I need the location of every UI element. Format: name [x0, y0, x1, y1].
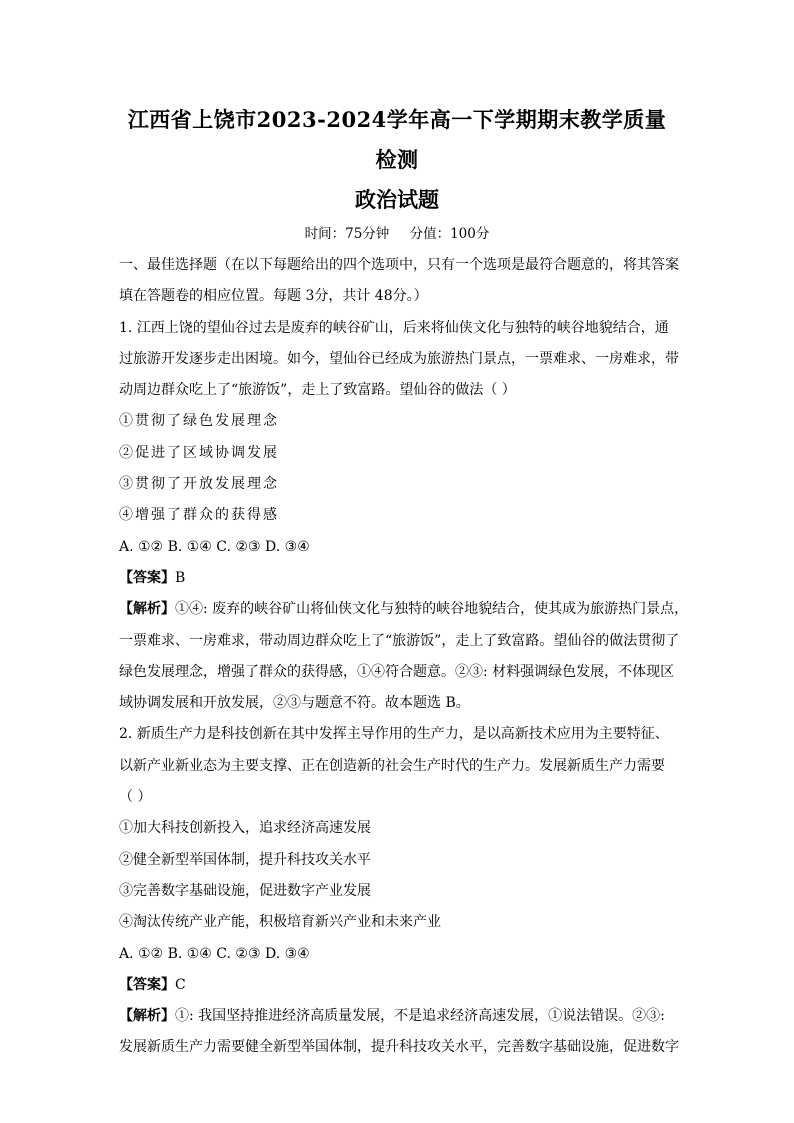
q1-item-2: ②促进了区域协调发展	[119, 444, 279, 461]
exam-time: 时间：75分钟	[304, 226, 390, 242]
q2-stem-line-2: 以新产业新业态为主要支撑、正在创造新的社会生产时代的生产力。发展新质生产力需要	[119, 757, 665, 774]
q2-item-2: ②健全新型举国体制，提升科技攻关水平	[119, 851, 371, 868]
q2-answer-value: C	[175, 976, 186, 993]
q1-analysis-line-2: 一票难求、一房难求，带动周边群众吃上了“旅游饭”，走上了致富路。望仙谷的做法贯彻了	[119, 632, 680, 649]
q2-analysis-line-2: 发展新质生产力需要健全新型举国体制，提升科技攻关水平，完善数字基础设施，促进数字	[119, 1039, 679, 1056]
q1-answer	[119, 563, 675, 594]
page-subtitle: 政治试题	[355, 187, 439, 212]
q1-item-4: ④增强了群众的获得感	[119, 507, 279, 524]
q1-item-3: ③贯彻了开放发展理念	[119, 476, 279, 493]
q1-stem-line-3: 动周边群众吃上了“旅游饭”，走上了致富路。望仙谷的做法（ ）	[119, 382, 516, 399]
section-instruction-line-1: 一、最佳选择题（在以下每题给出的四个选项中，只有一个选项是最符合题意的，将其答案	[119, 257, 679, 273]
q2-analysis-line-1	[119, 1001, 675, 1032]
q1-item-1: ①贯彻了绿色发展理念	[119, 413, 279, 430]
q1-options: A. ①② B. ①④ C. ②③ D. ③④	[119, 538, 310, 555]
q2-analysis-text-1: ①: 我国坚持推进经济高质量发展，不是追求经济高速发展，①说法错误。②③:	[175, 1008, 665, 1025]
section-instruction-line-2: 填在答题卷的相应位置。每题 3分，共计 48分。）	[119, 288, 428, 305]
q2-item-1: ①加大科技创新投入，追求经济高速发展	[119, 820, 371, 837]
q1-stem-line-1: 1. 江西上饶的望仙谷过去是废弃的峡谷矿山，后来将仙侠文化与独特的峡谷地貌结合，通	[119, 319, 669, 336]
q1-analysis-label: 【解析】	[119, 601, 175, 618]
q1-analysis-line-4: 域协调发展和开放发展，②③与题意不符。故本题选 B。	[119, 695, 470, 712]
exam-meta	[119, 222, 675, 246]
q1-analysis-text-1: ①④: 废弃的峡谷矿山将仙侠文化与独特的峡谷地貌结合，使其成为旅游热门景点，	[175, 601, 689, 618]
q2-answer	[119, 970, 675, 1001]
exam-score: 分值：100分	[409, 226, 490, 242]
q1-analysis-line-1	[119, 594, 689, 625]
q2-item-4: ④淘汰传统产业产能，积极培育新兴产业和未来产业	[119, 914, 441, 931]
q2-options: A. ①② B. ①④ C. ②③ D. ③④	[119, 945, 310, 962]
page-title: 江西省上饶市2023-2024学年高一下学期期末教学质量检测	[127, 107, 667, 172]
q2-answer-label: 【答案】	[119, 976, 175, 993]
q1-answer-value: B	[175, 569, 186, 586]
q1-analysis-line-3: 绿色发展理念，增强了群众的获得感，①④符合题意。②③: 材料强调绿色发展，不体现区	[119, 663, 675, 680]
q2-analysis-label: 【解析】	[119, 1008, 175, 1025]
q2-stem-line-3: （ ）	[119, 789, 152, 806]
q2-stem-line-1: 2. 新质生产力是科技创新在其中发挥主导作用的生产力，是以高新技术应用为主要特征、	[119, 726, 669, 743]
q2-item-3: ③完善数字基础设施，促进数字产业发展	[119, 882, 371, 899]
q1-answer-label: 【答案】	[119, 569, 175, 586]
q1-stem-line-2: 过旅游开发逐步走出困境。如今，望仙谷已经成为旅游热门景点，一票难求、一房难求，带	[119, 350, 679, 367]
